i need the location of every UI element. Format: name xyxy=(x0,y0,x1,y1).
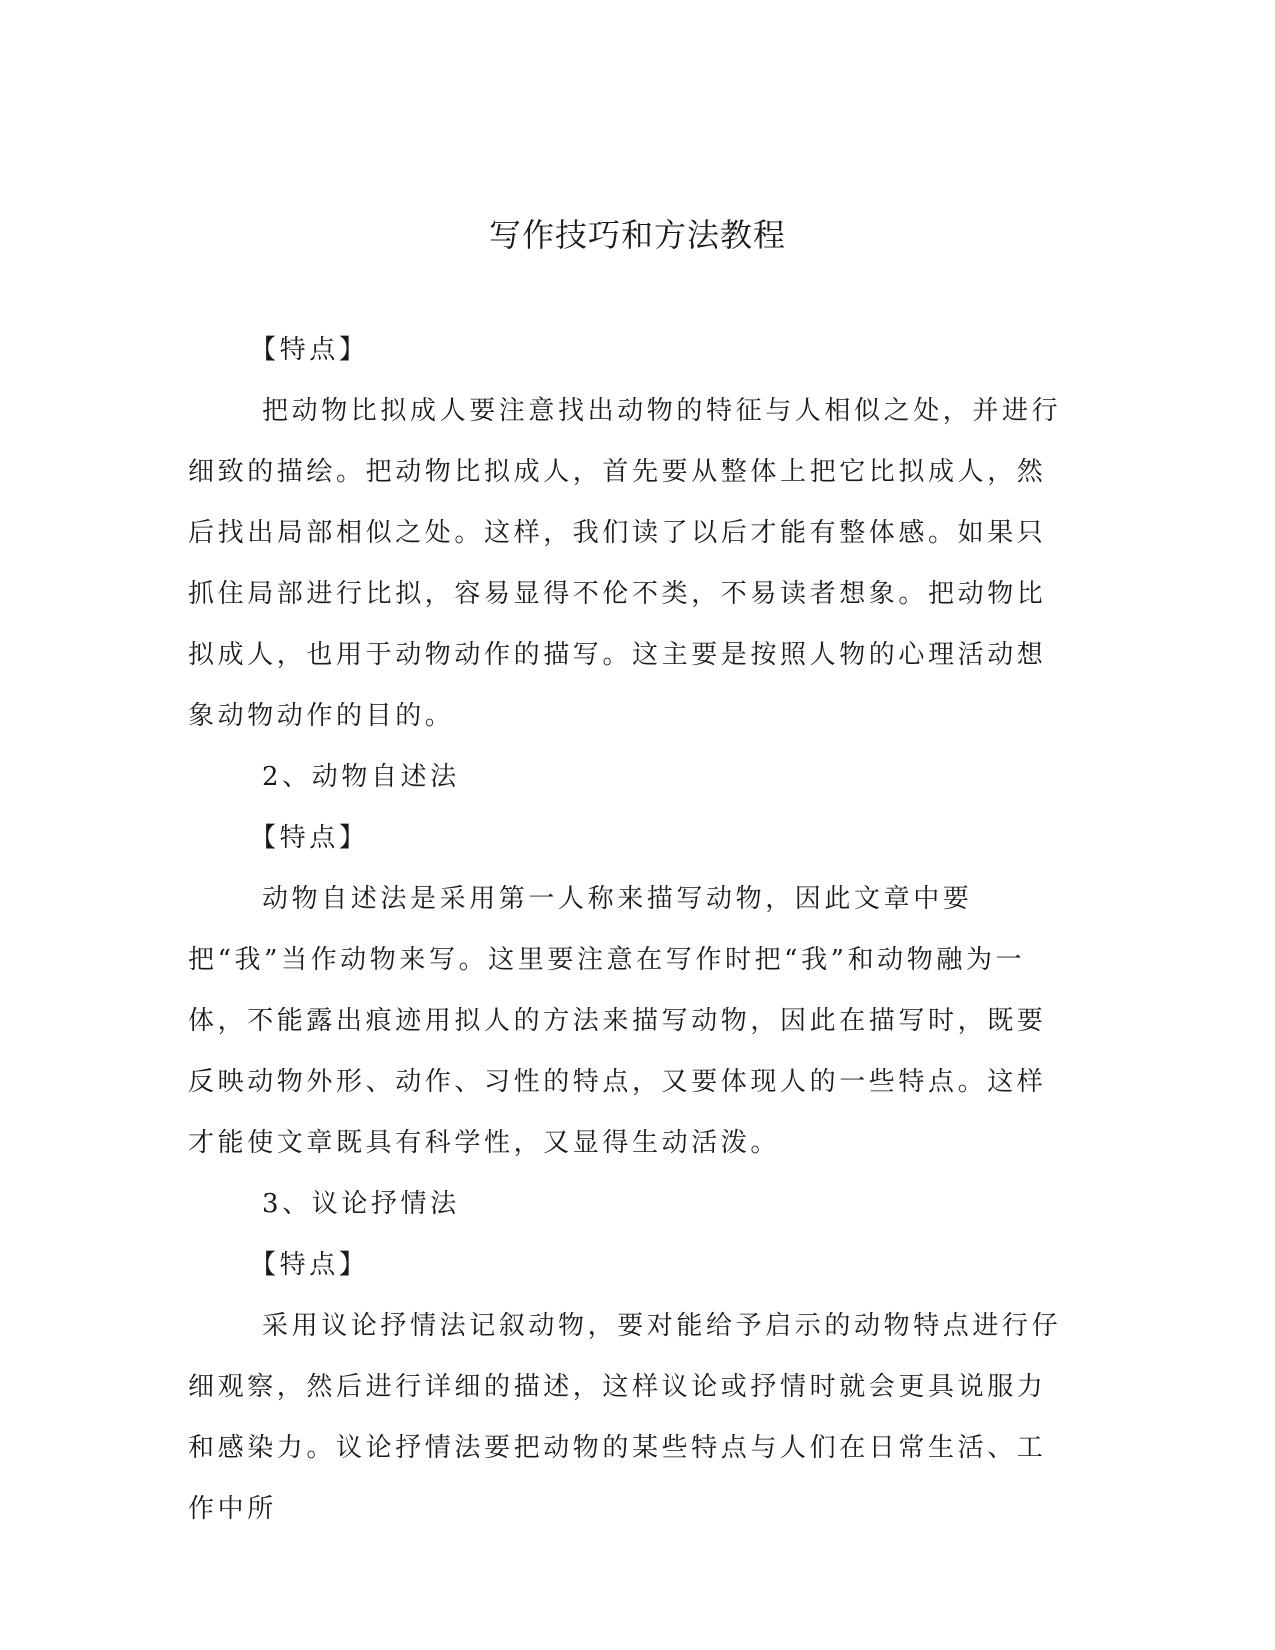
document-body xyxy=(188,320,1068,1540)
paragraph-discussion-lyric: 采用议论抒情法记叙动物，要对能给予启示的动物特点进行仔细观察，然后进行详细的描述，这样议论或抒情时就会更具说服力和感染力。议论抒情法要把动物的某些特点与人们在日常生活、工作中所 xyxy=(188,1311,1062,1524)
section-label-features-3: 【特点】 xyxy=(250,1250,369,1280)
section-label-features-1: 【特点】 xyxy=(250,335,369,365)
section-heading-discussion-lyric: 3、议论抒情法 xyxy=(262,1189,460,1219)
section-label-features-2: 【特点】 xyxy=(250,823,369,853)
paragraph-self-narration: 动物自述法是采用第一人称来描写动物，因此文章中要把“我”当作动物来写。这里要注意在写作时把“我”和动物融为一体，不能露出痕迹用拟人的方法来描写动物，因此在描写时，既要反映动物外形、动作、习性的特点，又要体现人的一些特点。这样才能使文章既具有科学性，又显得生动活泼。 xyxy=(188,884,1047,1158)
section-heading-self-narration: 2、动物自述法 xyxy=(262,762,460,792)
document-title: 写作技巧和方法教程 xyxy=(488,216,786,254)
paragraph-anthropomorphism: 把动物比拟成人要注意找出动物的特征与人相似之处，并进行细致的描绘。把动物比拟成人，首先要从整体上把它比拟成人，然后找出局部相似之处。这样，我们读了以后才能有整体感。如果只抓住局部进行比拟，容易显得不伦不类，不易读者想象。把动物比拟成人，也用于动物动作的描写。这主要是按照人物的心理活动想象动物动作的目的。 xyxy=(188,396,1062,731)
